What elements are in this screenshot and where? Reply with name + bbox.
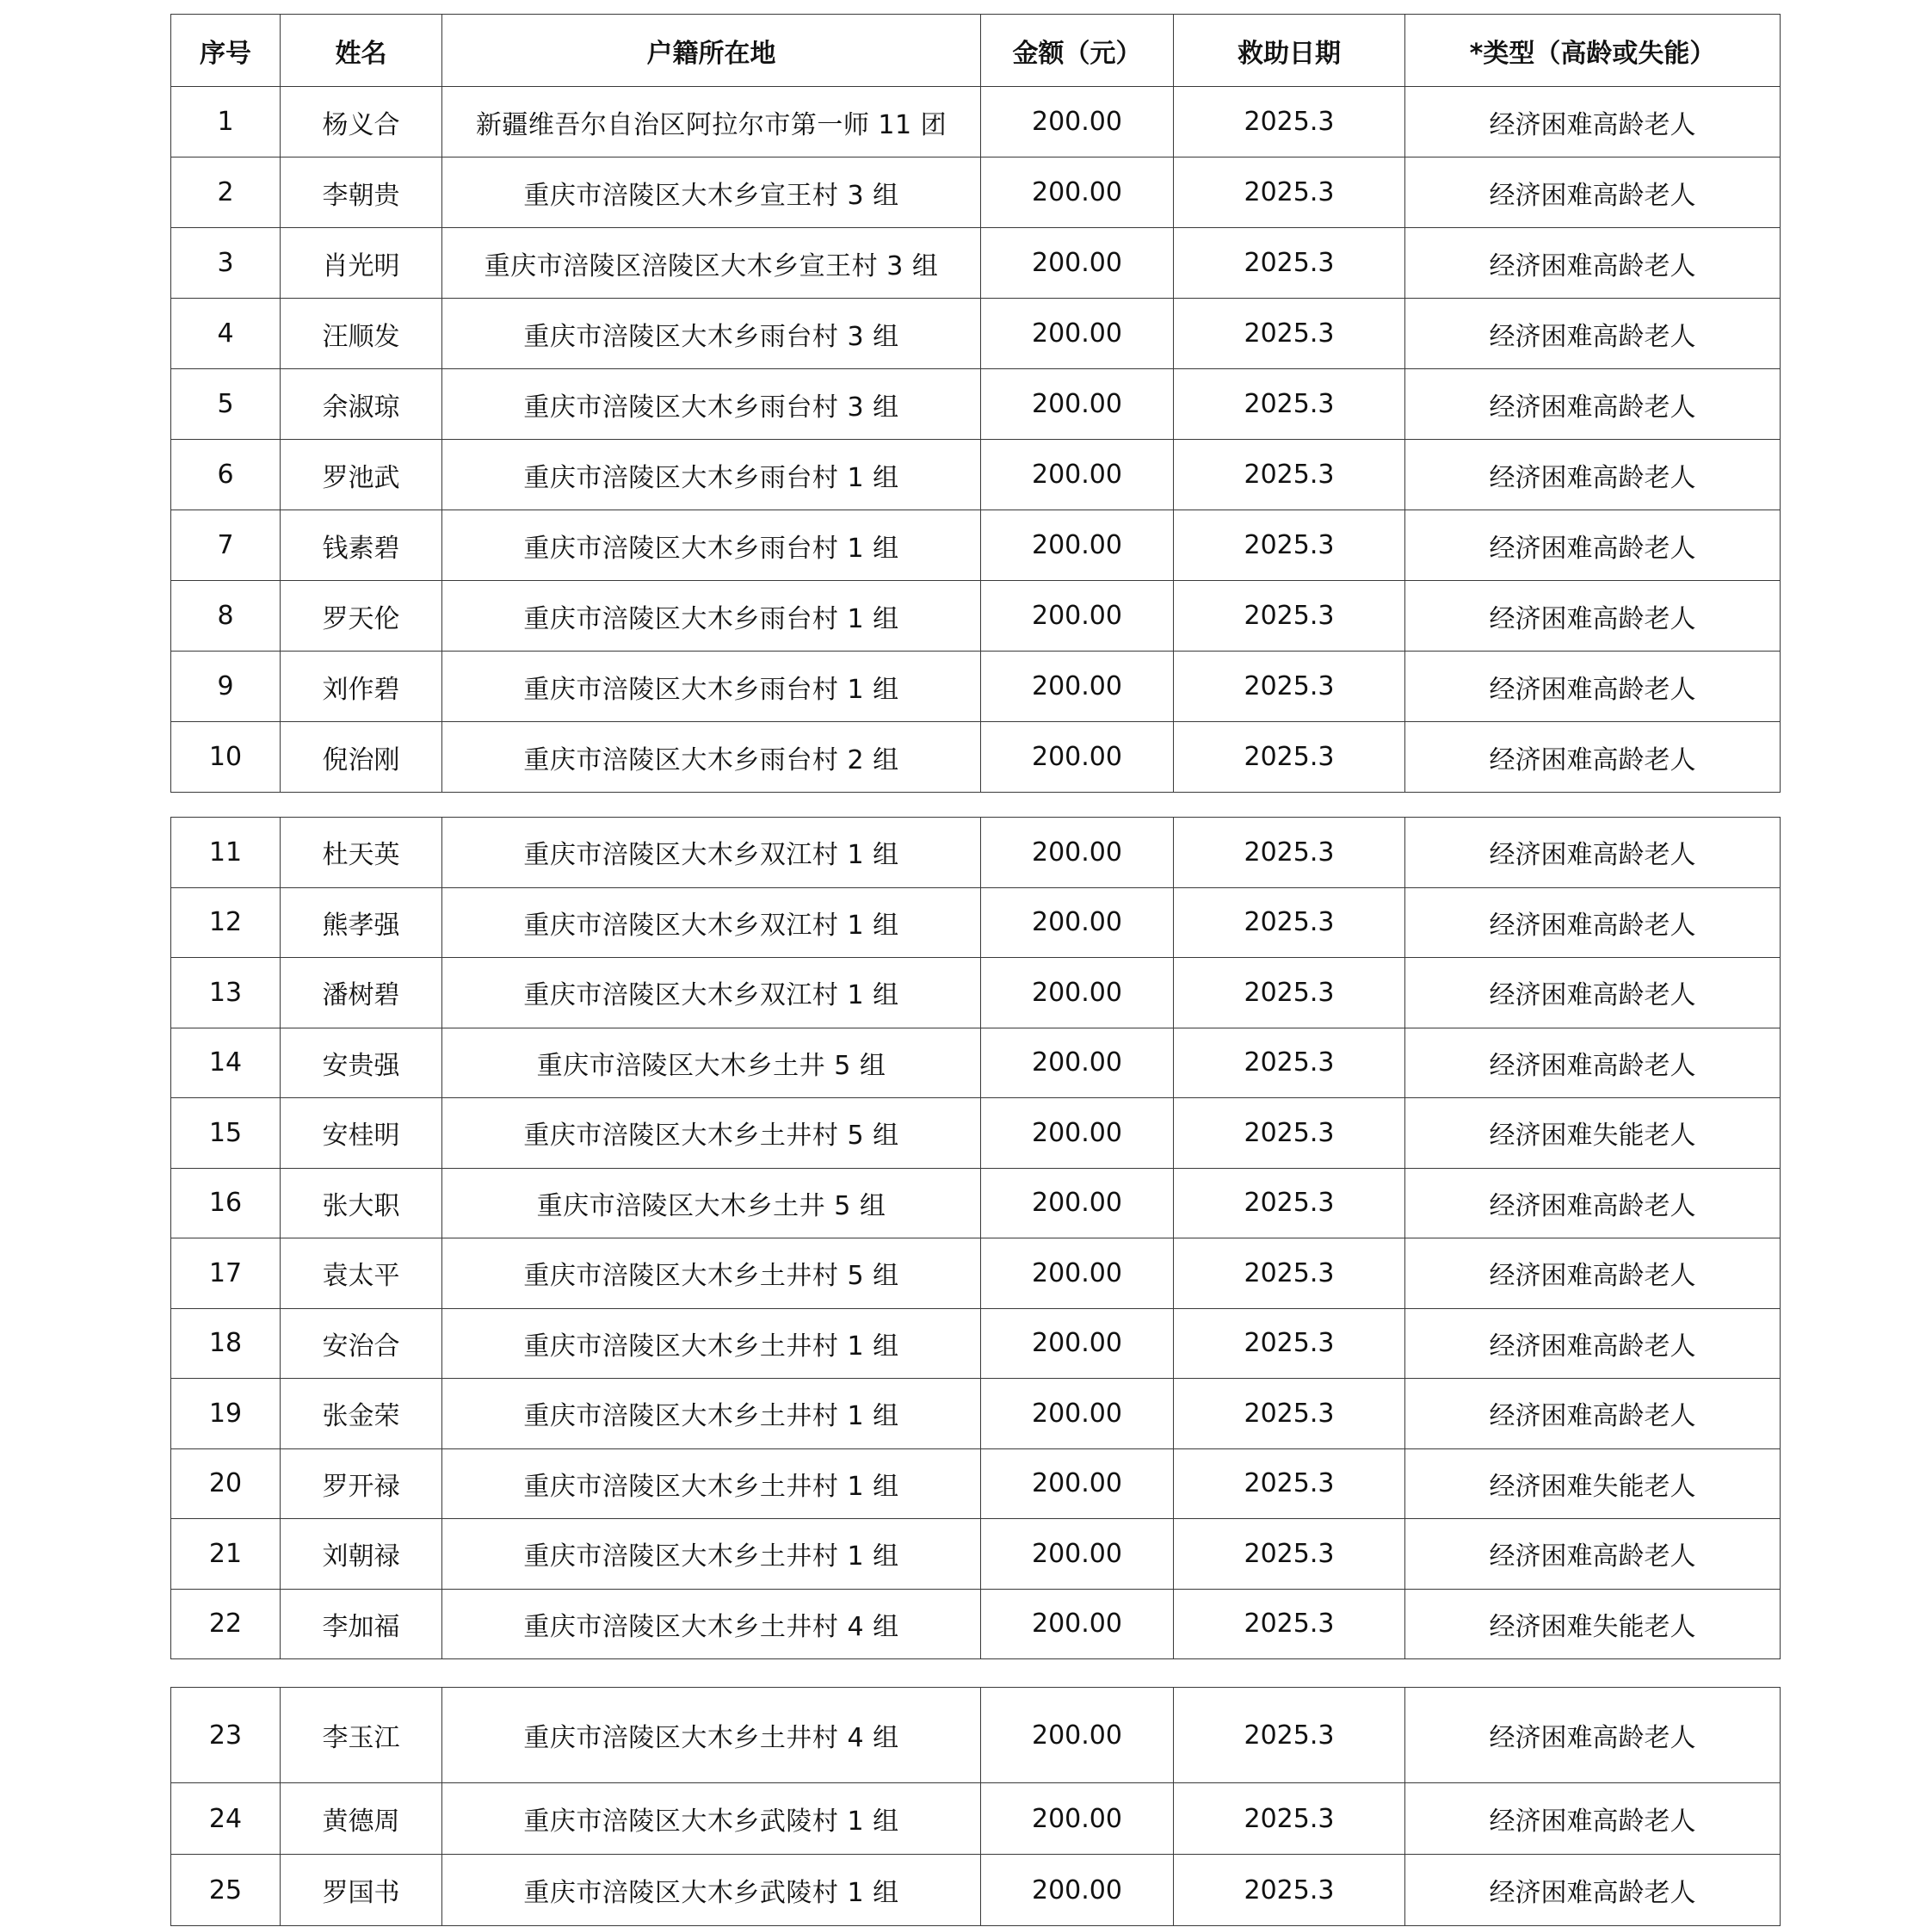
table-row — [171, 1783, 1781, 1855]
cell-name: 潘树碧 — [281, 958, 442, 1028]
cell-date: 2025.3 — [1174, 581, 1405, 652]
cell-index: 21 — [171, 1519, 281, 1590]
cell-name: 杨义合 — [281, 87, 442, 157]
cell-type: 经济困难高龄老人 — [1405, 1238, 1781, 1309]
cell-type: 经济困难高龄老人 — [1405, 299, 1781, 369]
cell-name: 罗开禄 — [281, 1448, 442, 1519]
cell-date: 2025.3 — [1174, 887, 1405, 958]
cell-index: 3 — [171, 228, 281, 299]
cell-type: 经济困难高龄老人 — [1405, 1308, 1781, 1379]
relief-table-page-3 — [170, 1687, 1781, 1926]
cell-index: 17 — [171, 1238, 281, 1309]
table-row — [171, 652, 1781, 722]
cell-name: 张金荣 — [281, 1379, 442, 1449]
table-row — [171, 1855, 1781, 1926]
relief-table-page-2 — [170, 817, 1781, 1659]
cell-amount: 200.00 — [981, 652, 1174, 722]
table-row — [171, 369, 1781, 440]
cell-amount: 200.00 — [981, 510, 1174, 581]
table-row — [171, 299, 1781, 369]
cell-index: 10 — [171, 722, 281, 793]
cell-index: 9 — [171, 652, 281, 722]
table-row — [171, 958, 1781, 1028]
cell-type: 经济困难高龄老人 — [1405, 1855, 1781, 1926]
cell-date: 2025.3 — [1174, 1688, 1405, 1783]
cell-date: 2025.3 — [1174, 1855, 1405, 1926]
cell-amount: 200.00 — [981, 1783, 1174, 1855]
cell-date: 2025.3 — [1174, 1238, 1405, 1309]
table-row — [171, 1448, 1781, 1519]
table-body-2 — [171, 818, 1781, 1659]
cell-type: 经济困难高龄老人 — [1405, 1688, 1781, 1783]
cell-name: 钱素碧 — [281, 510, 442, 581]
cell-amount: 200.00 — [981, 228, 1174, 299]
cell-date: 2025.3 — [1174, 818, 1405, 888]
cell-date: 2025.3 — [1174, 652, 1405, 722]
cell-type: 经济困难高龄老人 — [1405, 1028, 1781, 1098]
cell-address: 重庆市涪陵区大木乡土井 5 组 — [442, 1028, 981, 1098]
cell-name: 李加福 — [281, 1589, 442, 1659]
cell-amount: 200.00 — [981, 1589, 1174, 1659]
cell-address: 重庆市涪陵区大木乡土井村 1 组 — [442, 1448, 981, 1519]
cell-index: 8 — [171, 581, 281, 652]
table-row — [171, 510, 1781, 581]
cell-amount: 200.00 — [981, 369, 1174, 440]
cell-address: 重庆市涪陵区大木乡土井村 5 组 — [442, 1238, 981, 1309]
header-date: 救助日期 — [1174, 15, 1405, 87]
cell-amount: 200.00 — [981, 722, 1174, 793]
cell-name: 汪顺发 — [281, 299, 442, 369]
cell-name: 熊孝强 — [281, 887, 442, 958]
cell-address: 重庆市涪陵区大木乡双江村 1 组 — [442, 958, 981, 1028]
cell-name: 安桂明 — [281, 1098, 442, 1169]
cell-date: 2025.3 — [1174, 157, 1405, 228]
cell-name: 安贵强 — [281, 1028, 442, 1098]
cell-index: 12 — [171, 887, 281, 958]
cell-address: 重庆市涪陵区大木乡雨台村 2 组 — [442, 722, 981, 793]
header-address: 户籍所在地 — [442, 15, 981, 87]
cell-index: 22 — [171, 1589, 281, 1659]
cell-index: 16 — [171, 1168, 281, 1238]
cell-date: 2025.3 — [1174, 1519, 1405, 1590]
cell-amount: 200.00 — [981, 887, 1174, 958]
cell-index: 6 — [171, 440, 281, 510]
table-row — [171, 1028, 1781, 1098]
cell-address: 重庆市涪陵区大木乡土井村 1 组 — [442, 1379, 981, 1449]
cell-date: 2025.3 — [1174, 1098, 1405, 1169]
cell-index: 5 — [171, 369, 281, 440]
cell-type: 经济困难高龄老人 — [1405, 228, 1781, 299]
cell-date: 2025.3 — [1174, 1308, 1405, 1379]
cell-amount: 200.00 — [981, 1238, 1174, 1309]
cell-type: 经济困难高龄老人 — [1405, 369, 1781, 440]
cell-address: 重庆市涪陵区大木乡双江村 1 组 — [442, 818, 981, 888]
cell-index: 2 — [171, 157, 281, 228]
table-row — [171, 1379, 1781, 1449]
cell-type: 经济困难高龄老人 — [1405, 652, 1781, 722]
table-row — [171, 887, 1781, 958]
cell-date: 2025.3 — [1174, 1448, 1405, 1519]
cell-name: 李朝贵 — [281, 157, 442, 228]
cell-date: 2025.3 — [1174, 1168, 1405, 1238]
table-row — [171, 1238, 1781, 1309]
cell-type: 经济困难高龄老人 — [1405, 510, 1781, 581]
cell-index: 24 — [171, 1783, 281, 1855]
cell-date: 2025.3 — [1174, 369, 1405, 440]
cell-date: 2025.3 — [1174, 1379, 1405, 1449]
cell-address: 重庆市涪陵区大木乡雨台村 3 组 — [442, 299, 981, 369]
header-name: 姓名 — [281, 15, 442, 87]
cell-date: 2025.3 — [1174, 440, 1405, 510]
cell-amount: 200.00 — [981, 1519, 1174, 1590]
cell-type: 经济困难高龄老人 — [1405, 1519, 1781, 1590]
cell-type: 经济困难高龄老人 — [1405, 818, 1781, 888]
cell-date: 2025.3 — [1174, 1589, 1405, 1659]
cell-address: 重庆市涪陵区涪陵区大木乡宣王村 3 组 — [442, 228, 981, 299]
cell-address: 重庆市涪陵区大木乡雨台村 1 组 — [442, 652, 981, 722]
cell-index: 23 — [171, 1688, 281, 1783]
cell-date: 2025.3 — [1174, 1783, 1405, 1855]
cell-address: 重庆市涪陵区大木乡武陵村 1 组 — [442, 1783, 981, 1855]
cell-type: 经济困难高龄老人 — [1405, 1168, 1781, 1238]
cell-name: 杜天英 — [281, 818, 442, 888]
cell-date: 2025.3 — [1174, 228, 1405, 299]
cell-address: 新疆维吾尔自治区阿拉尔市第一师 11 团 — [442, 87, 981, 157]
cell-index: 19 — [171, 1379, 281, 1449]
table-row — [171, 1589, 1781, 1659]
table-row — [171, 440, 1781, 510]
cell-amount: 200.00 — [981, 1688, 1174, 1783]
cell-type: 经济困难高龄老人 — [1405, 1783, 1781, 1855]
cell-address: 重庆市涪陵区大木乡土井村 4 组 — [442, 1589, 981, 1659]
cell-name: 刘作碧 — [281, 652, 442, 722]
cell-name: 李玉江 — [281, 1688, 442, 1783]
cell-address: 重庆市涪陵区大木乡雨台村 1 组 — [442, 510, 981, 581]
cell-address: 重庆市涪陵区大木乡土井村 1 组 — [442, 1308, 981, 1379]
cell-address: 重庆市涪陵区大木乡土井村 1 组 — [442, 1519, 981, 1590]
table-row — [171, 818, 1781, 888]
cell-index: 20 — [171, 1448, 281, 1519]
table-body-1 — [171, 87, 1781, 793]
cell-index: 1 — [171, 87, 281, 157]
table-row — [171, 1098, 1781, 1169]
cell-index: 18 — [171, 1308, 281, 1379]
cell-type: 经济困难高龄老人 — [1405, 1379, 1781, 1449]
cell-name: 黄德周 — [281, 1783, 442, 1855]
cell-amount: 200.00 — [981, 1379, 1174, 1449]
cell-type: 经济困难失能老人 — [1405, 1098, 1781, 1169]
table-row — [171, 228, 1781, 299]
cell-amount: 200.00 — [981, 1448, 1174, 1519]
cell-amount: 200.00 — [981, 1308, 1174, 1379]
table-row — [171, 87, 1781, 157]
cell-name: 安治合 — [281, 1308, 442, 1379]
cell-date: 2025.3 — [1174, 87, 1405, 157]
cell-type: 经济困难高龄老人 — [1405, 722, 1781, 793]
cell-address: 重庆市涪陵区大木乡双江村 1 组 — [442, 887, 981, 958]
cell-date: 2025.3 — [1174, 299, 1405, 369]
relief-table-page-1 — [170, 14, 1781, 793]
header-amount: 金额（元） — [981, 15, 1174, 87]
cell-address: 重庆市涪陵区大木乡宣王村 3 组 — [442, 157, 981, 228]
table-row — [171, 1519, 1781, 1590]
cell-name: 罗天伦 — [281, 581, 442, 652]
cell-address: 重庆市涪陵区大木乡土井村 5 组 — [442, 1098, 981, 1169]
cell-name: 张大职 — [281, 1168, 442, 1238]
cell-amount: 200.00 — [981, 818, 1174, 888]
table-row — [171, 581, 1781, 652]
cell-type: 经济困难高龄老人 — [1405, 440, 1781, 510]
cell-date: 2025.3 — [1174, 722, 1405, 793]
cell-address: 重庆市涪陵区大木乡土井 5 组 — [442, 1168, 981, 1238]
table-row — [171, 1688, 1781, 1783]
cell-index: 14 — [171, 1028, 281, 1098]
cell-name: 肖光明 — [281, 228, 442, 299]
cell-amount: 200.00 — [981, 1168, 1174, 1238]
cell-type: 经济困难失能老人 — [1405, 1589, 1781, 1659]
cell-amount: 200.00 — [981, 1028, 1174, 1098]
cell-amount: 200.00 — [981, 1098, 1174, 1169]
cell-amount: 200.00 — [981, 1855, 1174, 1926]
cell-amount: 200.00 — [981, 157, 1174, 228]
cell-address: 重庆市涪陵区大木乡雨台村 1 组 — [442, 440, 981, 510]
table-row — [171, 1308, 1781, 1379]
header-type: *类型（高龄或失能） — [1405, 15, 1781, 87]
cell-date: 2025.3 — [1174, 958, 1405, 1028]
cell-type: 经济困难高龄老人 — [1405, 887, 1781, 958]
cell-type: 经济困难高龄老人 — [1405, 958, 1781, 1028]
cell-type: 经济困难高龄老人 — [1405, 581, 1781, 652]
table-body-3 — [171, 1688, 1781, 1926]
cell-date: 2025.3 — [1174, 510, 1405, 581]
cell-index: 15 — [171, 1098, 281, 1169]
cell-name: 余淑琼 — [281, 369, 442, 440]
header-index: 序号 — [171, 15, 281, 87]
cell-index: 13 — [171, 958, 281, 1028]
cell-address: 重庆市涪陵区大木乡雨台村 1 组 — [442, 581, 981, 652]
cell-address: 重庆市涪陵区大木乡武陵村 1 组 — [442, 1855, 981, 1926]
table-header-row — [171, 15, 1781, 87]
cell-index: 11 — [171, 818, 281, 888]
cell-address: 重庆市涪陵区大木乡雨台村 3 组 — [442, 369, 981, 440]
cell-amount: 200.00 — [981, 958, 1174, 1028]
cell-amount: 200.00 — [981, 299, 1174, 369]
cell-amount: 200.00 — [981, 581, 1174, 652]
cell-index: 4 — [171, 299, 281, 369]
cell-name: 袁太平 — [281, 1238, 442, 1309]
cell-amount: 200.00 — [981, 87, 1174, 157]
cell-index: 7 — [171, 510, 281, 581]
cell-address: 重庆市涪陵区大木乡土井村 4 组 — [442, 1688, 981, 1783]
cell-amount: 200.00 — [981, 440, 1174, 510]
cell-date: 2025.3 — [1174, 1028, 1405, 1098]
cell-name: 倪治刚 — [281, 722, 442, 793]
cell-name: 刘朝禄 — [281, 1519, 442, 1590]
cell-type: 经济困难高龄老人 — [1405, 87, 1781, 157]
table-row — [171, 1168, 1781, 1238]
cell-type: 经济困难失能老人 — [1405, 1448, 1781, 1519]
cell-index: 25 — [171, 1855, 281, 1926]
table-row — [171, 157, 1781, 228]
cell-name: 罗国书 — [281, 1855, 442, 1926]
table-row — [171, 722, 1781, 793]
cell-type: 经济困难高龄老人 — [1405, 157, 1781, 228]
cell-name: 罗池武 — [281, 440, 442, 510]
